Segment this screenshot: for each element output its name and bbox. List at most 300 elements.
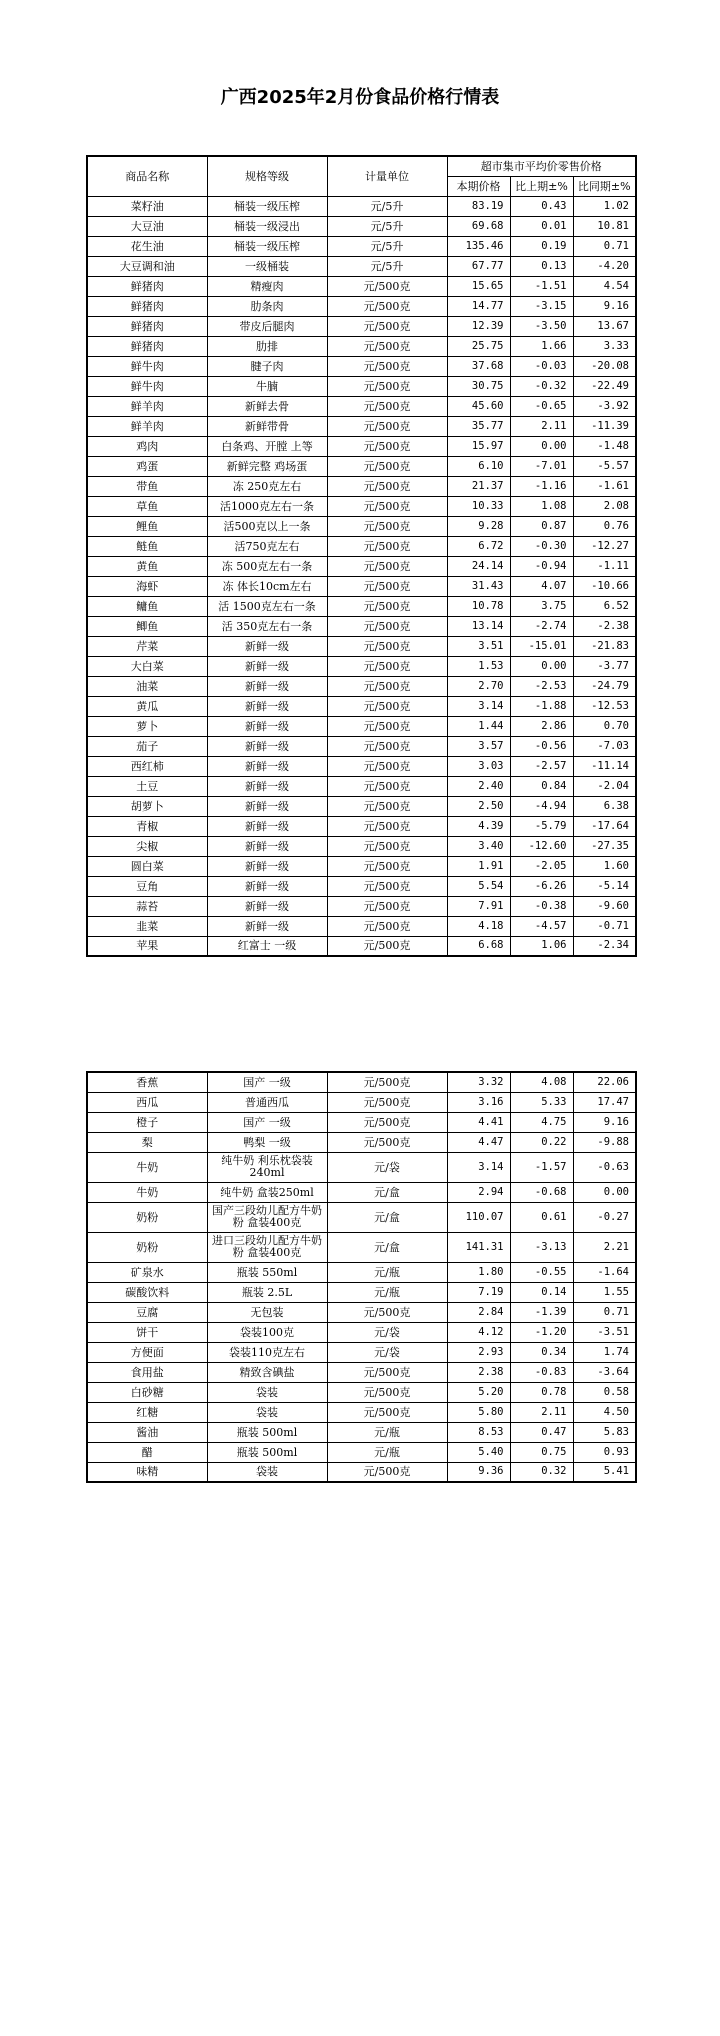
cell-yoy-change: -24.79	[573, 676, 636, 696]
cell-current-price: 45.60	[447, 396, 510, 416]
cell-yoy-change: 4.50	[573, 1402, 636, 1422]
cell-spec: 桶装一级压榨	[207, 196, 327, 216]
table-row	[87, 1072, 636, 1092]
cell-mom-change: 1.08	[510, 496, 573, 516]
cell-unit: 元/500克	[327, 576, 447, 596]
table-row	[87, 296, 636, 316]
cell-mom-change: 0.34	[510, 1342, 573, 1362]
cell-unit: 元/500克	[327, 1112, 447, 1132]
table-row	[87, 896, 636, 916]
table-row	[87, 1202, 636, 1232]
cell-name: 大豆调和油	[87, 256, 207, 276]
table-row	[87, 476, 636, 496]
cell-unit: 元/500克	[327, 536, 447, 556]
cell-name: 奶粉	[87, 1202, 207, 1232]
cell-name: 白砂糖	[87, 1382, 207, 1402]
cell-name: 方便面	[87, 1342, 207, 1362]
cell-yoy-change: 2.21	[573, 1232, 636, 1262]
cell-yoy-change: 13.67	[573, 316, 636, 336]
cell-spec: 国产三段幼儿配方牛奶粉 盒装400克	[207, 1202, 327, 1232]
cell-yoy-change: -22.49	[573, 376, 636, 396]
cell-name: 鲫鱼	[87, 616, 207, 636]
header-price-group: 超市集市平均价零售价格	[447, 156, 636, 176]
cell-spec: 新鲜一级	[207, 696, 327, 716]
cell-yoy-change: -27.35	[573, 836, 636, 856]
cell-yoy-change: 17.47	[573, 1092, 636, 1112]
cell-name: 青椒	[87, 816, 207, 836]
cell-unit: 元/500克	[327, 1462, 447, 1482]
cell-mom-change: 0.47	[510, 1422, 573, 1442]
cell-spec: 国产 一级	[207, 1072, 327, 1092]
cell-current-price: 69.68	[447, 216, 510, 236]
cell-yoy-change: -1.48	[573, 436, 636, 456]
cell-current-price: 141.31	[447, 1232, 510, 1262]
cell-unit: 元/500克	[327, 496, 447, 516]
cell-current-price: 5.20	[447, 1382, 510, 1402]
page-title: 广西2025年2月份食品价格行情表	[220, 87, 500, 108]
cell-current-price: 110.07	[447, 1202, 510, 1232]
cell-unit: 元/500克	[327, 796, 447, 816]
cell-spec: 进口三段幼儿配方牛奶粉 盒装400克	[207, 1232, 327, 1262]
table-row	[87, 696, 636, 716]
cell-current-price: 2.38	[447, 1362, 510, 1382]
table-row	[87, 796, 636, 816]
cell-unit: 元/500克	[327, 356, 447, 376]
cell-unit: 元/500克	[327, 816, 447, 836]
cell-spec: 新鲜一级	[207, 876, 327, 896]
cell-current-price: 30.75	[447, 376, 510, 396]
cell-yoy-change: 1.55	[573, 1282, 636, 1302]
table-row	[87, 336, 636, 356]
cell-current-price: 15.97	[447, 436, 510, 456]
table-row	[87, 836, 636, 856]
cell-mom-change: -2.57	[510, 756, 573, 776]
cell-unit: 元/瓶	[327, 1282, 447, 1302]
cell-name: 黄瓜	[87, 696, 207, 716]
cell-spec: 新鲜一级	[207, 636, 327, 656]
cell-yoy-change: -1.11	[573, 556, 636, 576]
cell-mom-change: -3.15	[510, 296, 573, 316]
cell-unit: 元/500克	[327, 696, 447, 716]
cell-mom-change: 0.14	[510, 1282, 573, 1302]
cell-mom-change: -0.38	[510, 896, 573, 916]
table-row	[87, 1422, 636, 1442]
cell-unit: 元/500克	[327, 516, 447, 536]
cell-unit: 元/500克	[327, 316, 447, 336]
cell-yoy-change: -10.66	[573, 576, 636, 596]
cell-yoy-change: 2.08	[573, 496, 636, 516]
cell-name: 苹果	[87, 936, 207, 956]
cell-mom-change: 0.78	[510, 1382, 573, 1402]
cell-current-price: 4.39	[447, 816, 510, 836]
cell-spec: 袋装110克左右	[207, 1342, 327, 1362]
cell-name: 香蕉	[87, 1072, 207, 1092]
cell-yoy-change: -3.51	[573, 1322, 636, 1342]
cell-yoy-change: -12.27	[573, 536, 636, 556]
cell-spec: 新鲜一级	[207, 916, 327, 936]
cell-spec: 冻 体长10cm左右	[207, 576, 327, 596]
cell-current-price: 9.36	[447, 1462, 510, 1482]
cell-current-price: 21.37	[447, 476, 510, 496]
cell-name: 酱油	[87, 1422, 207, 1442]
cell-unit: 元/500克	[327, 396, 447, 416]
cell-mom-change: -1.51	[510, 276, 573, 296]
cell-unit: 元/500克	[327, 876, 447, 896]
cell-name: 带鱼	[87, 476, 207, 496]
cell-mom-change: 0.75	[510, 1442, 573, 1462]
cell-mom-change: -4.57	[510, 916, 573, 936]
cell-spec: 瓶装 550ml	[207, 1262, 327, 1282]
cell-unit: 元/500克	[327, 836, 447, 856]
cell-mom-change: -0.03	[510, 356, 573, 376]
table-row	[87, 716, 636, 736]
cell-name: 鲜猪肉	[87, 296, 207, 316]
cell-unit: 元/500克	[327, 1382, 447, 1402]
cell-mom-change: -0.94	[510, 556, 573, 576]
cell-unit: 元/瓶	[327, 1262, 447, 1282]
cell-yoy-change: -21.83	[573, 636, 636, 656]
cell-yoy-change: 0.76	[573, 516, 636, 536]
cell-mom-change: 2.86	[510, 716, 573, 736]
cell-current-price: 135.46	[447, 236, 510, 256]
cell-current-price: 24.14	[447, 556, 510, 576]
cell-name: 韭菜	[87, 916, 207, 936]
cell-spec: 新鲜一级	[207, 796, 327, 816]
cell-spec: 白条鸡、开膛 上等	[207, 436, 327, 456]
cell-name: 西红柿	[87, 756, 207, 776]
cell-spec: 红富士 一级	[207, 936, 327, 956]
cell-unit: 元/500克	[327, 716, 447, 736]
cell-name: 牛奶	[87, 1182, 207, 1202]
cell-name: 草鱼	[87, 496, 207, 516]
cell-yoy-change: -9.88	[573, 1132, 636, 1152]
cell-current-price: 35.77	[447, 416, 510, 436]
header-row-top	[87, 156, 636, 176]
cell-spec: 牛腩	[207, 376, 327, 396]
cell-current-price: 10.78	[447, 596, 510, 616]
table-row	[87, 456, 636, 476]
cell-unit: 元/盒	[327, 1202, 447, 1232]
cell-yoy-change: -17.64	[573, 816, 636, 836]
cell-mom-change: 0.87	[510, 516, 573, 536]
table-row	[87, 756, 636, 776]
cell-name: 鲜羊肉	[87, 396, 207, 416]
cell-unit: 元/500克	[327, 376, 447, 396]
cell-mom-change: -1.39	[510, 1302, 573, 1322]
cell-spec: 新鲜一级	[207, 856, 327, 876]
table-row	[87, 216, 636, 236]
table-row	[87, 396, 636, 416]
cell-spec: 新鲜带骨	[207, 416, 327, 436]
cell-name: 鸡蛋	[87, 456, 207, 476]
cell-name: 黄鱼	[87, 556, 207, 576]
price-table-main	[86, 155, 637, 957]
cell-name: 花生油	[87, 236, 207, 256]
cell-name: 豆角	[87, 876, 207, 896]
cell-yoy-change: -3.92	[573, 396, 636, 416]
cell-unit: 元/袋	[327, 1322, 447, 1342]
header-spec: 规格等级	[207, 156, 327, 196]
cell-spec: 腱子肉	[207, 356, 327, 376]
cell-spec: 新鲜一级	[207, 736, 327, 756]
cell-spec: 新鲜一级	[207, 656, 327, 676]
cell-spec: 新鲜一级	[207, 776, 327, 796]
cell-yoy-change: -7.03	[573, 736, 636, 756]
table-row	[87, 916, 636, 936]
cell-yoy-change: -4.20	[573, 256, 636, 276]
cell-spec: 精瘦肉	[207, 276, 327, 296]
cell-yoy-change: 6.52	[573, 596, 636, 616]
cell-unit: 元/500克	[327, 736, 447, 756]
cell-name: 鲜牛肉	[87, 356, 207, 376]
cell-current-price: 2.40	[447, 776, 510, 796]
cell-spec: 普通西瓜	[207, 1092, 327, 1112]
cell-yoy-change: -12.53	[573, 696, 636, 716]
table-row	[87, 576, 636, 596]
table-row	[87, 196, 636, 216]
cell-mom-change: -4.94	[510, 796, 573, 816]
cell-unit: 元/500克	[327, 1362, 447, 1382]
cell-spec: 活500克以上一条	[207, 516, 327, 536]
cell-unit: 元/500克	[327, 756, 447, 776]
cell-spec: 袋装	[207, 1382, 327, 1402]
cell-spec: 冻 500克左右一条	[207, 556, 327, 576]
cell-name: 鲤鱼	[87, 516, 207, 536]
cell-mom-change: -0.32	[510, 376, 573, 396]
cell-name: 醋	[87, 1442, 207, 1462]
cell-current-price: 9.28	[447, 516, 510, 536]
table-row	[87, 1302, 636, 1322]
cell-current-price: 3.14	[447, 1152, 510, 1182]
cell-name: 梨	[87, 1132, 207, 1152]
cell-name: 芹菜	[87, 636, 207, 656]
cell-current-price: 4.41	[447, 1112, 510, 1132]
cell-yoy-change: -3.64	[573, 1362, 636, 1382]
cell-yoy-change: -0.27	[573, 1202, 636, 1232]
cell-current-price: 1.53	[447, 656, 510, 676]
cell-spec: 瓶装 500ml	[207, 1422, 327, 1442]
cell-name: 鲜猪肉	[87, 316, 207, 336]
cell-name: 萝卜	[87, 716, 207, 736]
cell-mom-change: 0.84	[510, 776, 573, 796]
cell-spec: 袋装	[207, 1462, 327, 1482]
cell-current-price: 7.91	[447, 896, 510, 916]
cell-name: 胡萝卜	[87, 796, 207, 816]
cell-spec: 瓶装 2.5L	[207, 1282, 327, 1302]
table-row	[87, 416, 636, 436]
cell-name: 鲜猪肉	[87, 336, 207, 356]
cell-current-price: 2.50	[447, 796, 510, 816]
cell-mom-change: -0.56	[510, 736, 573, 756]
cell-spec: 瓶装 500ml	[207, 1442, 327, 1462]
cell-current-price: 8.53	[447, 1422, 510, 1442]
header-unit: 计量单位	[327, 156, 447, 196]
cell-mom-change: 4.08	[510, 1072, 573, 1092]
cell-mom-change: -2.74	[510, 616, 573, 636]
table-row	[87, 856, 636, 876]
cell-spec: 袋装	[207, 1402, 327, 1422]
cell-spec: 带皮后腿肉	[207, 316, 327, 336]
table-row	[87, 516, 636, 536]
cell-spec: 桶装一级浸出	[207, 216, 327, 236]
cell-mom-change: 0.61	[510, 1202, 573, 1232]
cell-name: 鲜牛肉	[87, 376, 207, 396]
cell-yoy-change: -5.14	[573, 876, 636, 896]
table-row	[87, 256, 636, 276]
table-row	[87, 1382, 636, 1402]
cell-yoy-change: 10.81	[573, 216, 636, 236]
cell-mom-change: 0.43	[510, 196, 573, 216]
cell-spec: 肋条肉	[207, 296, 327, 316]
cell-spec: 新鲜一级	[207, 716, 327, 736]
cell-name: 味精	[87, 1462, 207, 1482]
table-row	[87, 436, 636, 456]
cell-name: 大豆油	[87, 216, 207, 236]
table-row	[87, 636, 636, 656]
cell-name: 油菜	[87, 676, 207, 696]
cell-current-price: 3.03	[447, 756, 510, 776]
cell-unit: 元/500克	[327, 896, 447, 916]
table-row	[87, 236, 636, 256]
cell-name: 菜籽油	[87, 196, 207, 216]
cell-unit: 元/500克	[327, 1132, 447, 1152]
cell-spec: 新鲜去骨	[207, 396, 327, 416]
cell-unit: 元/500克	[327, 416, 447, 436]
cell-current-price: 83.19	[447, 196, 510, 216]
table-row	[87, 616, 636, 636]
cell-mom-change: 0.13	[510, 256, 573, 276]
cell-name: 西瓜	[87, 1092, 207, 1112]
cell-spec: 纯牛奶 利乐枕袋装240ml	[207, 1152, 327, 1182]
cell-yoy-change: -1.61	[573, 476, 636, 496]
cell-mom-change: 3.75	[510, 596, 573, 616]
table-row	[87, 676, 636, 696]
cell-yoy-change: -5.57	[573, 456, 636, 476]
cell-yoy-change: 0.00	[573, 1182, 636, 1202]
cell-mom-change: -6.26	[510, 876, 573, 896]
cell-mom-change: -2.53	[510, 676, 573, 696]
cell-name: 海虾	[87, 576, 207, 596]
cell-unit: 元/500克	[327, 596, 447, 616]
price-table-continued	[86, 1071, 637, 1483]
cell-name: 红糖	[87, 1402, 207, 1422]
header-current-price: 本期价格	[447, 176, 510, 196]
table-row	[87, 1232, 636, 1262]
cell-yoy-change: -9.60	[573, 896, 636, 916]
cell-current-price: 3.32	[447, 1072, 510, 1092]
cell-spec: 国产 一级	[207, 1112, 327, 1132]
header-mom-change: 比上期±%	[510, 176, 573, 196]
cell-unit: 元/瓶	[327, 1422, 447, 1442]
cell-mom-change: 2.11	[510, 1402, 573, 1422]
table-row	[87, 936, 636, 956]
cell-yoy-change: 1.60	[573, 856, 636, 876]
cell-yoy-change: 0.71	[573, 1302, 636, 1322]
cell-name: 碳酸饮料	[87, 1282, 207, 1302]
cell-mom-change: -2.05	[510, 856, 573, 876]
table-row	[87, 316, 636, 336]
table-row	[87, 1322, 636, 1342]
cell-yoy-change: -3.77	[573, 656, 636, 676]
cell-unit: 元/盒	[327, 1182, 447, 1202]
cell-name: 圆白菜	[87, 856, 207, 876]
cell-yoy-change: 1.02	[573, 196, 636, 216]
cell-current-price: 3.16	[447, 1092, 510, 1112]
cell-current-price: 4.12	[447, 1322, 510, 1342]
cell-spec: 活 1500克左右一条	[207, 596, 327, 616]
cell-current-price: 15.65	[447, 276, 510, 296]
table-row	[87, 816, 636, 836]
cell-current-price: 37.68	[447, 356, 510, 376]
table-row	[87, 736, 636, 756]
cell-name: 鲜羊肉	[87, 416, 207, 436]
cell-current-price: 2.94	[447, 1182, 510, 1202]
cell-current-price: 6.68	[447, 936, 510, 956]
table-row	[87, 596, 636, 616]
cell-yoy-change: 0.58	[573, 1382, 636, 1402]
table-row	[87, 656, 636, 676]
cell-spec: 新鲜一级	[207, 756, 327, 776]
cell-mom-change: -0.65	[510, 396, 573, 416]
table-row	[87, 1262, 636, 1282]
cell-yoy-change: -2.38	[573, 616, 636, 636]
cell-name: 牛奶	[87, 1152, 207, 1182]
table-row	[87, 1182, 636, 1202]
table-row	[87, 1092, 636, 1112]
cell-current-price: 14.77	[447, 296, 510, 316]
cell-current-price: 10.33	[447, 496, 510, 516]
cell-unit: 元/500克	[327, 676, 447, 696]
table-row	[87, 496, 636, 516]
table-row	[87, 1442, 636, 1462]
cell-mom-change: -1.88	[510, 696, 573, 716]
cell-current-price: 2.84	[447, 1302, 510, 1322]
cell-yoy-change: -2.04	[573, 776, 636, 796]
cell-current-price: 4.47	[447, 1132, 510, 1152]
table-row	[87, 1112, 636, 1132]
cell-spec: 新鲜一级	[207, 836, 327, 856]
cell-name: 土豆	[87, 776, 207, 796]
cell-current-price: 3.14	[447, 696, 510, 716]
cell-yoy-change: 5.41	[573, 1462, 636, 1482]
cell-unit: 元/500克	[327, 556, 447, 576]
cell-mom-change: 0.19	[510, 236, 573, 256]
cell-spec: 冻 250克左右	[207, 476, 327, 496]
cell-name: 鸡肉	[87, 436, 207, 456]
cell-unit: 元/500克	[327, 936, 447, 956]
cell-unit: 元/500克	[327, 656, 447, 676]
table-row	[87, 1152, 636, 1182]
cell-current-price: 3.51	[447, 636, 510, 656]
cell-name: 鲜猪肉	[87, 276, 207, 296]
cell-yoy-change: 0.93	[573, 1442, 636, 1462]
cell-current-price: 12.39	[447, 316, 510, 336]
cell-yoy-change: 22.06	[573, 1072, 636, 1092]
cell-mom-change: 2.11	[510, 416, 573, 436]
cell-yoy-change: -2.34	[573, 936, 636, 956]
cell-name: 蒜苔	[87, 896, 207, 916]
cell-yoy-change: 1.74	[573, 1342, 636, 1362]
table-row	[87, 1362, 636, 1382]
table-row	[87, 1462, 636, 1482]
cell-name: 橙子	[87, 1112, 207, 1132]
cell-unit: 元/5升	[327, 236, 447, 256]
cell-mom-change: 0.22	[510, 1132, 573, 1152]
cell-spec: 新鲜完整 鸡场蛋	[207, 456, 327, 476]
table-row	[87, 1342, 636, 1362]
cell-spec: 桶装一级压榨	[207, 236, 327, 256]
cell-current-price: 6.72	[447, 536, 510, 556]
